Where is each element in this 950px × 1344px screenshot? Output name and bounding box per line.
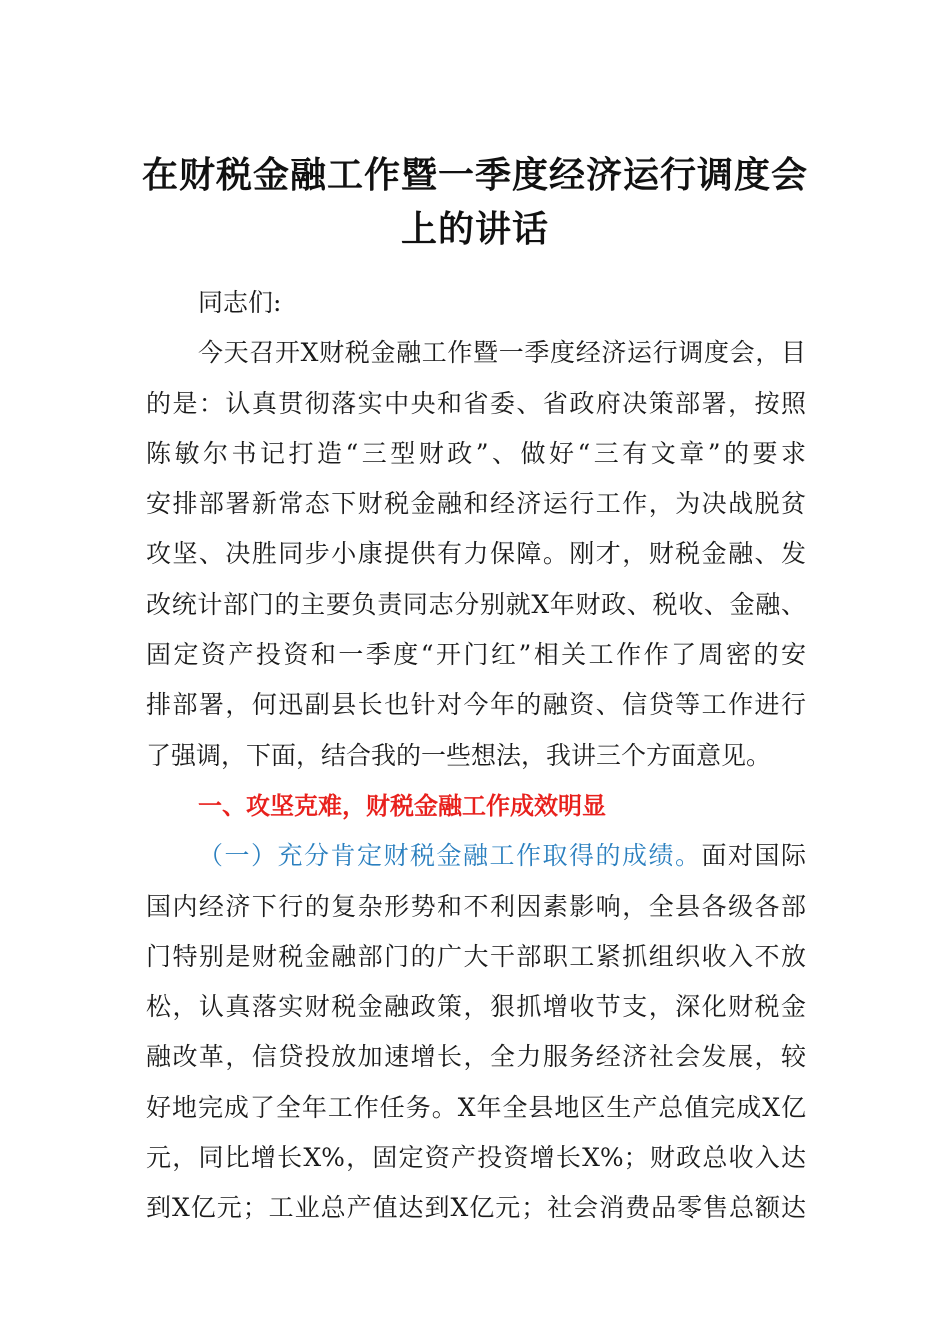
paragraph-1-line: 了强调，下面，结合我的一些想法，我讲三个方面意见。 (146, 740, 772, 770)
paragraph-2-line: 好地完成了全年工作任务。X年全县地区生产总值完成X亿 (146, 1092, 806, 1122)
paragraph-1-line: 陈敏尔书记打造“三型财政”、做好“三有文章”的要求 (146, 438, 806, 468)
paragraph-1-line: 改统计部门的主要负责同志分别就X年财政、税收、金融、 (146, 589, 806, 619)
paragraph-2-line: 到X亿元；工业总产值达到X亿元；社会消费品零售总额达 (146, 1193, 806, 1223)
paragraph-2 (146, 831, 806, 1233)
paragraph-2-first-line (146, 831, 806, 881)
paragraph-1-line: 的是：认真贯彻落实中央和省委、省政府决策部署，按照 (146, 388, 806, 418)
paragraph-1-line: 攻坚、决胜同步小康提供有力保障。刚才，财税金融、发 (146, 539, 806, 569)
title-line-1: 在财税金融工作暨一季度经济运行调度会 (141, 154, 808, 196)
paragraph-1-line: 安排部署新常态下财税金融和经济运行工作，为决战脱贫 (146, 489, 806, 519)
paragraph-1-line: 今天召开X财税金融工作暨一季度经济运行调度会，目 (198, 338, 806, 368)
paragraph-1 (146, 328, 806, 781)
paragraph-2-line: 松，认真落实财税金融政策，狠抓增收节支，深化财税金 (146, 992, 806, 1022)
paragraph-2-first-rest: 面对国际 (701, 841, 806, 871)
paragraph-1-line: 固定资产投资和一季度“开门红”相关工作作了周密的安 (146, 640, 806, 670)
salutation: 同志们: (198, 288, 282, 317)
paragraph-2-line: 门特别是财税金融部门的广大干部职工紧抓组织收入不放 (146, 941, 806, 971)
paragraph-2-line: 元，同比增长X%，固定资产投资增长X%；财政总收入达 (146, 1143, 806, 1173)
document-body (146, 278, 806, 1234)
title-line-2: 上的讲话 (400, 208, 549, 250)
document-title (100, 148, 850, 256)
subsection-1-heading: （一）充分肯定财税金融工作取得的成绩。 (198, 841, 702, 871)
paragraph-2-line: 国内经济下行的复杂形势和不利因素影响，全县各级各部 (146, 891, 806, 921)
section-1-heading: 一、攻坚克难，财税金融工作成效明显 (198, 791, 606, 820)
paragraph-2-line: 融改革，信贷投放加速增长，全力服务经济社会发展，较 (146, 1042, 806, 1072)
paragraph-1-line: 排部署，何迅副县长也针对今年的融资、信贷等工作进行 (146, 690, 806, 720)
